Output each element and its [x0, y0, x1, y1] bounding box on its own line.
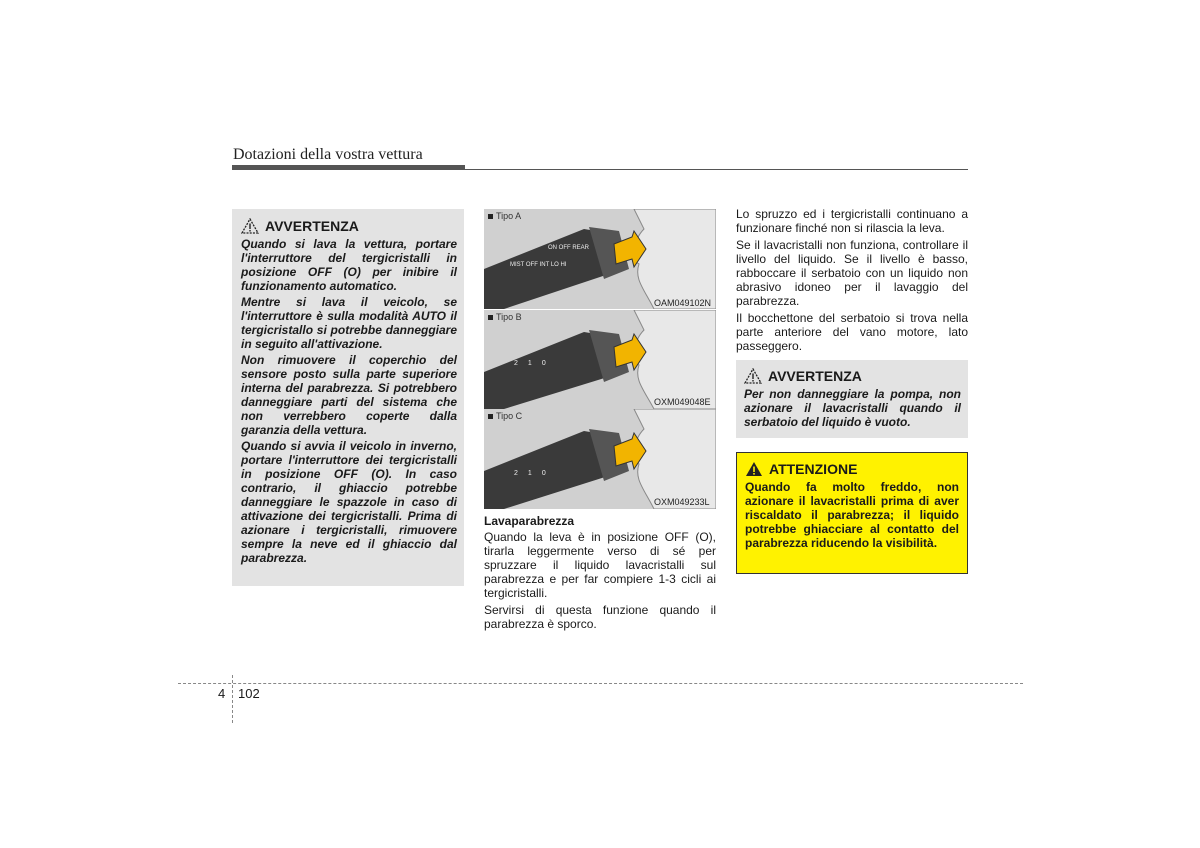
switch-label: ON — [548, 245, 557, 251]
footer-vertical-divider — [232, 675, 233, 723]
switch-label: HI — [560, 262, 567, 268]
section-heading: Lavaparabrezza — [484, 514, 575, 528]
warning-triangle-icon — [241, 218, 259, 234]
wiper-stalk-illustration — [484, 209, 716, 309]
switch-label: MIST — [510, 262, 525, 268]
switch-label: LO — [550, 262, 559, 268]
figure-tipo-a — [484, 209, 716, 309]
attention-title-text: ATTENZIONE — [769, 461, 858, 477]
switch-label: INT — [539, 262, 550, 268]
warning-box-2 — [736, 360, 968, 438]
body-paragraph: Il bocchettone del serbatoio si trova nella parte anteriore del vano motore, lato passeggero. — [736, 311, 968, 353]
warning-paragraph: Quando si avvia il veicolo in inverno, portare l'interruttore dei tergicristalli in posizione OFF (O). In caso contrario, il ghiaccio potrebbe danneggiare le spazzole in caso di attivazione dei tergicristalli. Prima di azionare i tergicristalli, rimuovere sempre la neve ed il ghiaccio dal parabrezza. — [241, 439, 457, 565]
washer-section — [484, 514, 716, 634]
switch-label: 2 — [514, 360, 518, 367]
attention-text: Quando fa molto freddo, non azionare il lavacristalli prima di aver riscaldato il parabrezza; il liquido potrebbe ghiacciare al contatto del parabrezza riducendo la visibilità. — [745, 480, 959, 550]
figure-code: OXM049048E — [654, 397, 711, 407]
figure-tipo-c — [484, 409, 716, 509]
chapter-number: 4 — [218, 686, 226, 701]
bullet-square-icon — [488, 315, 493, 320]
figure-label: Tipo A — [488, 211, 521, 221]
warning-paragraph: Quando si lava la vettura, portare l'interruttore del tergicristalli in posizione OFF (O) per inibire il funzionamento automatico. — [241, 237, 457, 293]
warning-paragraph: Non rimuovere il coperchio del sensore posto sulla parte superiore interna del parabrezza. Si potrebbero danneggiare parti del sistema che non verrebbero coperte dalla garanzia della vettura. — [241, 353, 457, 437]
warning-title-text: AVVERTENZA — [265, 218, 359, 234]
figure-label: Tipo C — [488, 411, 522, 421]
switch-label: 1 — [527, 360, 532, 367]
caution-triangle-icon — [745, 461, 763, 477]
attention-title — [745, 461, 959, 477]
switch-label: REAR — [572, 245, 590, 251]
page-header-title: Dotazioni della vostra vettura — [233, 146, 423, 163]
bullet-square-icon — [488, 214, 493, 219]
right-column-text — [736, 207, 968, 356]
body-paragraph: Lo spruzzo ed i tergicristalli continuano a funzionare finché non si rilascia la leva. — [736, 207, 968, 235]
warning-title — [744, 368, 961, 384]
header-rule — [232, 165, 465, 170]
footer-divider — [178, 683, 1023, 684]
warning-paragraph: Per non danneggiare la pompa, non azionare il lavacristalli quando il serbatoio del liquido è vuoto. — [744, 387, 961, 429]
page-number: 102 — [238, 686, 260, 701]
body-paragraph: Quando la leva è in posizione OFF (O), tirarla leggermente verso di sé per spruzzare il liquido lavacristalli sul parabrezza e per far compiere 1-3 cicli ai tergicristalli. — [484, 530, 716, 600]
body-paragraph: Se il lavacristalli non funziona, controllare il livello del liquido. Se il livello è basso, rabboccare il serbatoio con un liquido non abrasivo idoneo per il lavaggio del parabrezza. — [736, 238, 968, 308]
warning-title-text: AVVERTENZA — [768, 368, 862, 384]
warning-triangle-icon — [744, 368, 762, 384]
body-paragraph: Servirsi di questa funzione quando il parabrezza è sporco. — [484, 603, 716, 631]
figure-label: Tipo B — [488, 312, 522, 322]
figure-code: OAM049102N — [654, 298, 712, 308]
attention-box — [736, 452, 968, 574]
wiper-stalk-illustration — [484, 409, 716, 509]
figure-code: OXM049233L — [654, 497, 710, 507]
switch-label: OFF — [558, 245, 571, 251]
bullet-square-icon — [488, 414, 493, 419]
header-rule-thin — [465, 169, 968, 170]
warning-title — [241, 218, 457, 234]
switch-label: 0 — [541, 360, 546, 367]
switch-label: 1 — [527, 470, 532, 477]
switch-label: 2 — [514, 470, 518, 477]
warning-box-1 — [232, 209, 464, 586]
warning-paragraph: Mentre si lava il veicolo, se l'interruttore è sulla modalità AUTO il tergicristallo si potrebbe danneggiare in seguito all'attivazione. — [241, 295, 457, 351]
switch-label: OFF — [525, 262, 538, 268]
switch-label: 0 — [541, 470, 546, 477]
